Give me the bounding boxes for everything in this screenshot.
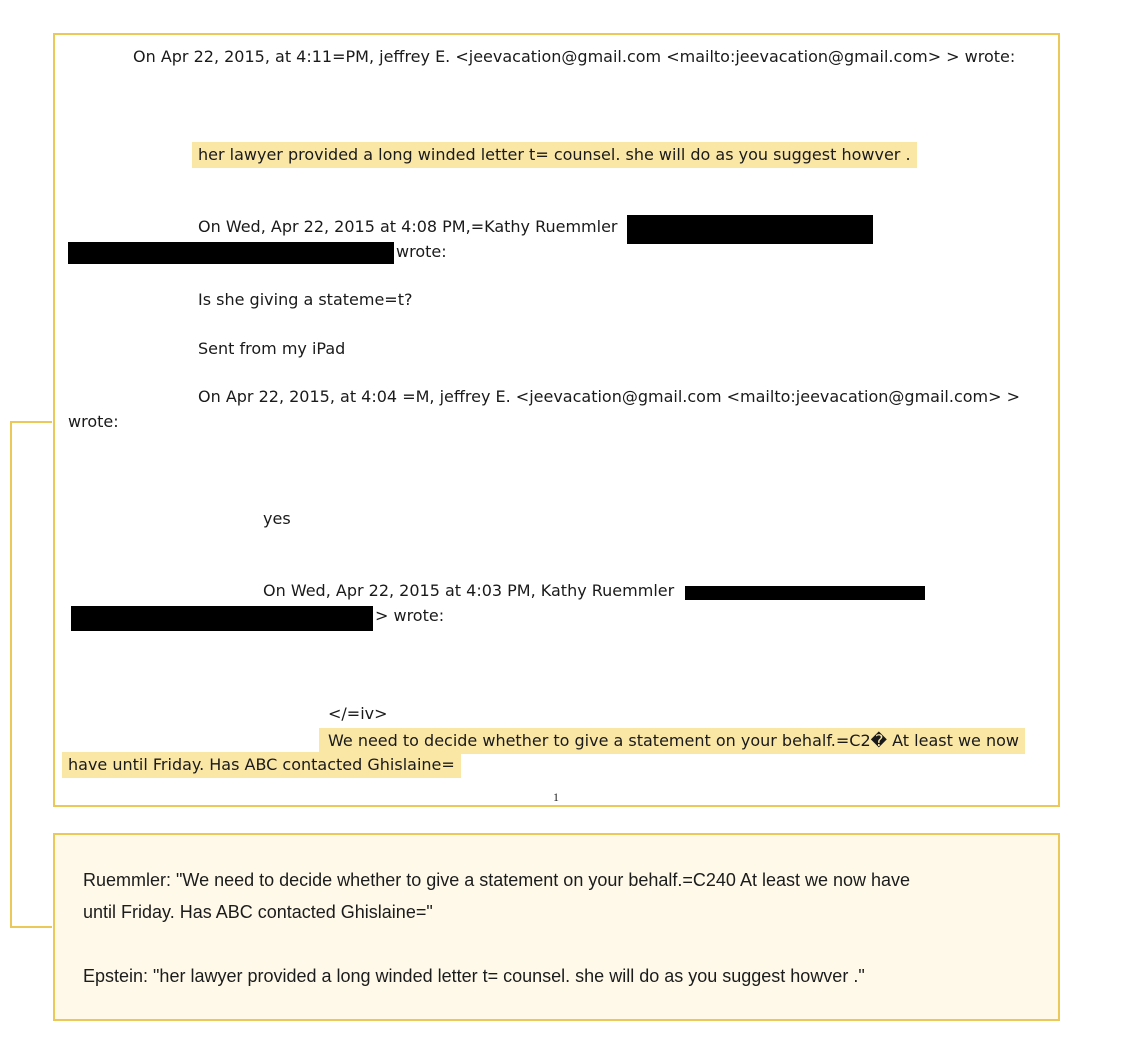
wrote-label: wrote: [396,242,447,261]
highlighted-ruemmler-statement-line-1: We need to decide whether to give a statement on your behalf.=C2� At least we now [319,728,1025,754]
annotation-bracket-bottom-tick [10,926,52,928]
page-number: 1 [553,790,559,804]
ruemmler-quote-continued: until Friday. Has ABC contacted Ghislaine=" [83,902,433,922]
redaction-bar [685,586,925,600]
html-div-artifact: </=iv> [328,704,388,723]
epstein-quote: Epstein: "her lawyer provided a long winded letter t= counsel. she will do as you suggest howver ." [83,966,865,986]
email-header-ruemmler-4-08: On Wed, Apr 22, 2015 at 4:08 PM,=Kathy Ruemmler [198,217,618,236]
ruemmler-question: Is she giving a stateme=t? [198,290,413,309]
redaction-bar [71,606,373,631]
ruemmler-quote: Ruemmler: "We need to decide whether to give a statement on your behalf.=C240 At least we now have [83,870,911,890]
annotation-bracket-top-tick [10,421,52,423]
email-header-jeffrey-4-11: On Apr 22, 2015, at 4:11=PM, jeffrey E. <jeevacation@gmail.com <mailto:jeevacation@gmail.com> > wrote: [133,47,1016,66]
highlighted-epstein-reply: her lawyer provided a long winded letter t= counsel. she will do as you suggest howver . [192,142,917,168]
redaction-bar [627,215,873,244]
wrote-label: > wrote: [375,606,445,625]
email-header-ruemmler-4-03: On Wed, Apr 22, 2015 at 4:03 PM, Kathy Ruemmler [263,581,675,600]
redaction-bar [68,242,394,264]
annotation-bracket [10,421,12,928]
wrote-label: wrote: [68,412,119,431]
highlighted-ruemmler-statement-line-2: have until Friday. Has ABC contacted Ghislaine= [62,752,461,778]
epstein-reply-yes: yes [263,509,291,528]
email-header-jeffrey-4-04: On Apr 22, 2015, at 4:04 =M, jeffrey E. <jeevacation@gmail.com <mailto:jeevacation@gmail.com> > [198,387,1021,406]
ipad-signature: Sent from my iPad [198,339,346,358]
